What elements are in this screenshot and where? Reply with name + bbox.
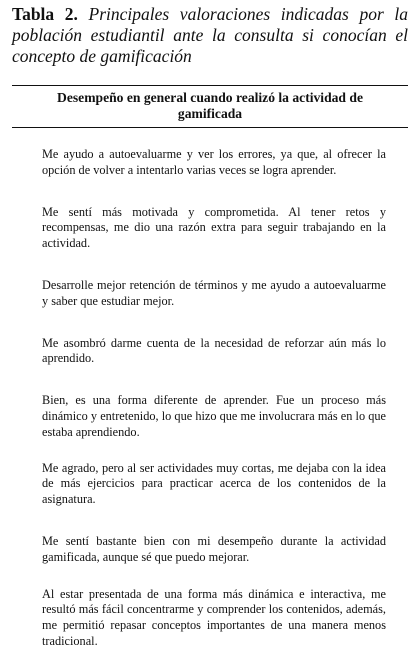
table-row: Me asombró darme cuenta de la necesidad de reforzar aún más lo aprendido. — [42, 335, 386, 366]
table-row: Al estar presentada de una forma más dinámica e interactiva, me resultó más fácil concentrarme y comprender los contenidos, además, me permitió repasar conceptos importantes de una manera menos tradicional. — [42, 586, 386, 648]
table-caption-label: Tabla 2. — [12, 4, 78, 24]
table-row: Desarrolle mejor retención de términos y me ayudo a autoevaluarme y saber que estudiar mejor. — [42, 277, 386, 308]
table-row: Me sentí bastante bien con mi desempeño durante la actividad gamificada, aunque sé que puedo mejorar. — [42, 533, 386, 564]
responses-table — [12, 85, 408, 650]
table-header: Desempeño en general cuando realizó la actividad de gamificada — [57, 90, 363, 121]
table-header-rule — [12, 127, 408, 128]
table-row: Me agrado, pero al ser actividades muy cortas, me dejaba con la idea de más ejercicios para practicar acerca de los contenidos de la asignatura. — [42, 460, 386, 507]
table-row: Me sentí más motivada y comprometida. Al tener retos y recompensas, me dio una razón extra para seguir trabajando en la actividad. — [42, 204, 386, 251]
table-row: Bien, es una forma diferente de aprender. Fue un proceso más dinámico y entretenido, lo que hizo que me involucrara más en lo que estaba aprendiendo. — [42, 393, 386, 439]
table-row: Me ayudo a autoevaluarme y ver los errores, ya que, al ofrecer la opción de volver a intentarlo varias veces se logra aprender. — [42, 147, 386, 177]
table-rows — [12, 147, 408, 650]
table-caption-text: Principales valoraciones indicadas por la población estudiantil ante la consulta si conocían el concepto de gamificación — [12, 4, 408, 66]
table-caption — [12, 4, 408, 67]
